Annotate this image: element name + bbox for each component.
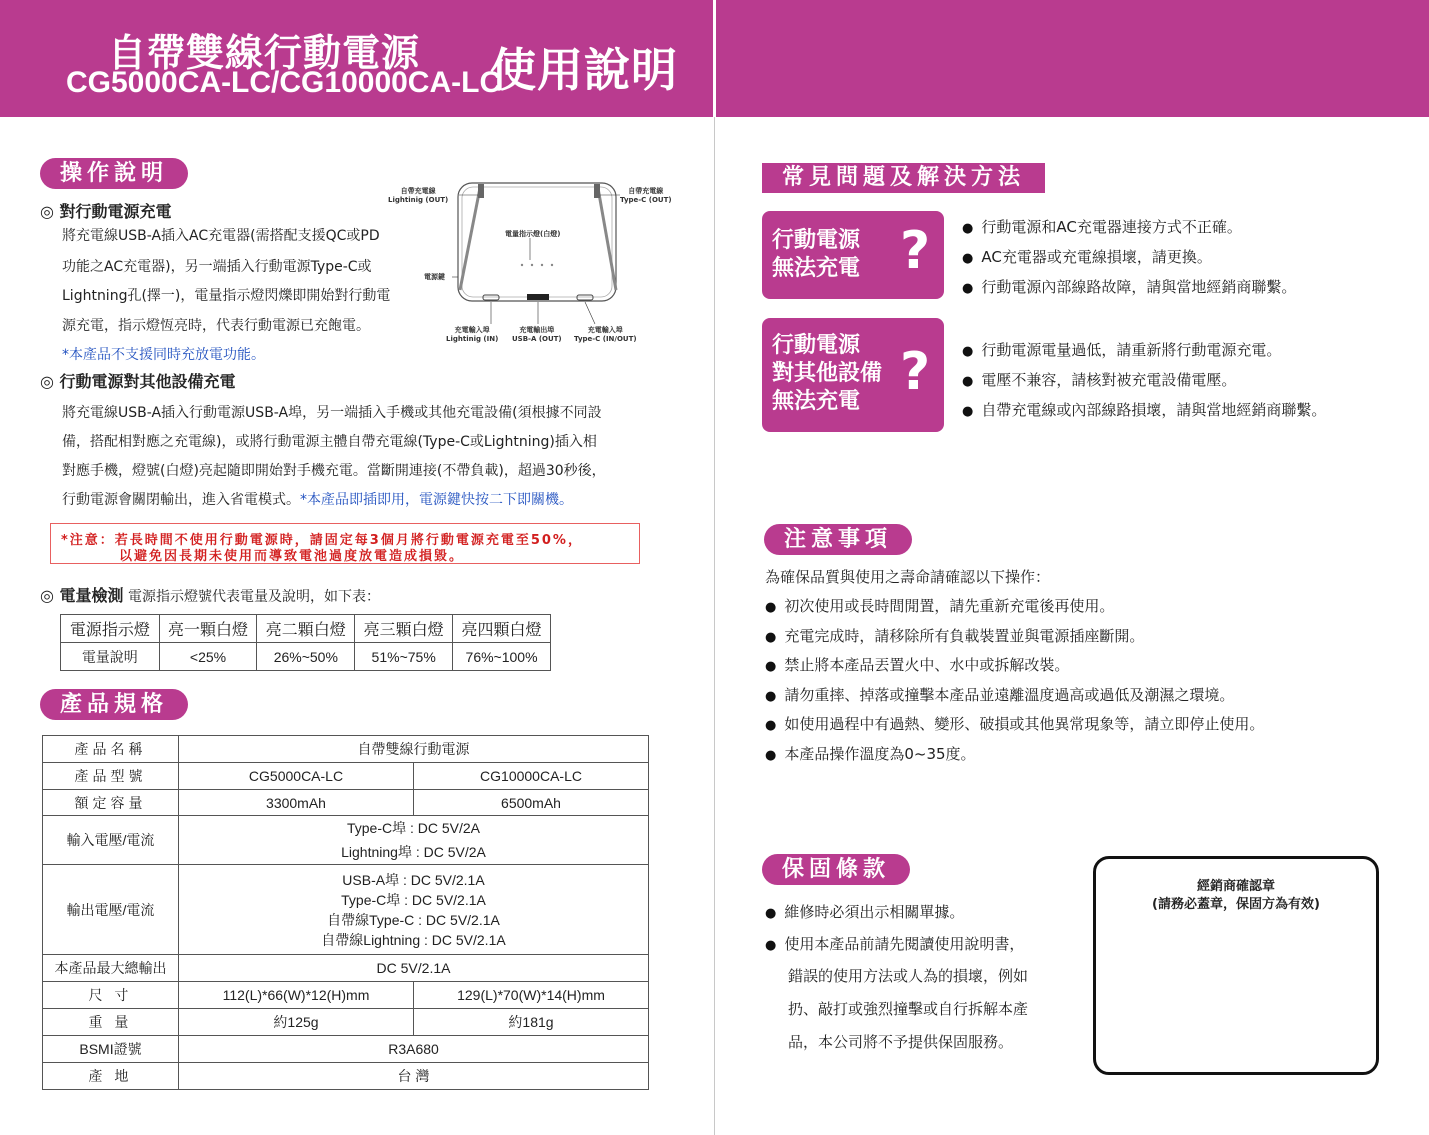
header-band-right <box>716 0 1429 117</box>
dealer-stamp-box <box>1093 856 1379 1075</box>
level-check-desc: 電源指示燈號代表電量及說明，如下表： <box>128 589 380 605</box>
faq-answer: ● 自帶充電線或內部線路損壞，請與當地經銷商聯繫。 <box>962 399 1326 420</box>
indicator-leds <box>521 264 553 266</box>
question-mark-icon: ? <box>900 342 931 402</box>
warranty-item-cont: 扔、敲打或強烈撞擊或自行拆解本產 <box>788 1000 1029 1018</box>
faq-answer: ● 行動電源電量過低，請重新將行動電源充電。 <box>962 339 1281 360</box>
level-check-title: ◎ 電量檢測 <box>40 586 124 605</box>
charge-other-line: 將充電線USB-A插入行動電源USB-A埠，另一端插入手機或其他充電設備(須根據不同設 <box>62 405 602 421</box>
usb-a-port <box>527 294 549 300</box>
table-cell: <25% <box>159 643 257 671</box>
label-usba-out: 充電輸出埠 USB-A (OUT) <box>512 326 562 343</box>
spec-value: 6500mAh <box>414 790 649 816</box>
spec-value: 約181g <box>414 1009 649 1036</box>
notes-item: ● 初次使用或長時間閒置，請先重新充電後再使用。 <box>765 595 1114 616</box>
notes-item: ● 本產品操作溫度為0~35度。 <box>765 743 976 764</box>
label-lightning-in: 充電輸入埠 Lightinig (IN) <box>446 326 499 343</box>
faq-answer: ● 電壓不兼容，請核對被充電設備電壓。 <box>962 369 1236 390</box>
charge-self-line: 功能之AC充電器)，另一端插入行動電源Type-C或 <box>62 259 372 275</box>
table-row <box>43 790 649 816</box>
table-row <box>61 643 551 671</box>
table-cell: 亮一顆白燈 <box>159 615 257 643</box>
table-cell: 電量說明 <box>61 643 160 671</box>
table-row <box>61 615 551 643</box>
question-mark-icon: ? <box>900 221 931 281</box>
faq-question-text: 行動電源 對其他設備 無法充電 <box>772 333 883 414</box>
spec-value: R3A680 <box>179 1036 649 1063</box>
table-cell: 26%~50% <box>257 643 355 671</box>
faq-answer: ● 行動電源內部線路故障，請與當地經銷商聯繫。 <box>962 276 1296 297</box>
label-indicator: 電量指示燈(白燈) <box>505 230 561 238</box>
warranty-item: ● 維修時必須出示相關單據。 <box>765 901 964 922</box>
table-row <box>43 1036 649 1063</box>
stamp-title: 經銷商確認章 <box>1196 879 1275 894</box>
spec-value: 129(L)*70(W)*14(H)mm <box>414 982 649 1009</box>
table-cell: 亮二顆白燈 <box>257 615 355 643</box>
operation-heading: 操作說明 <box>40 158 188 189</box>
typec-in-port <box>577 295 593 300</box>
faq-question-1 <box>762 211 944 299</box>
faq-answer: ● 行動電源和AC充電器連接方式不正確。 <box>962 216 1242 237</box>
battery-level-table <box>60 614 551 671</box>
warranty-item-cont: 品，本公司將不予提供保固服務。 <box>788 1033 1014 1051</box>
label-typec-out: 自帶充電線 Type-C (OUT) <box>620 187 672 204</box>
table-row <box>43 736 649 763</box>
charge-other-line: 備，搭配相對應之充電線)，或將行動電源主體自帶充電線(Type-C或Lightning)插入相 <box>62 434 597 450</box>
table-row <box>43 1009 649 1036</box>
faq-question-2 <box>762 318 944 432</box>
table-cell: 76%~100% <box>453 643 551 671</box>
product-title: 自帶雙線行動電源 <box>108 31 421 75</box>
stamp-note: (請務必蓋章，保固方為有效) <box>1152 897 1320 912</box>
charge-self-line: 源充電，指示燈恆亮時，代表行動電源已充飽電。 <box>62 318 370 334</box>
faq-heading: 常見問題及解決方法 <box>762 163 1045 193</box>
spec-label: 本產品最大總輸出 <box>43 955 179 982</box>
notice-line: *注意：若長時間不使用行動電源時，請固定每3個月將行動電源充電至50%， <box>61 533 583 548</box>
table-cell: 亮四顆白燈 <box>453 615 551 643</box>
charge-self-line: 將充電線USB-A插入AC充電器(需搭配支援QC或PD <box>62 228 380 244</box>
manual-title: 使用說明 <box>490 43 678 97</box>
table-row <box>43 982 649 1009</box>
spec-label: 輸入電壓/電流 <box>43 816 179 865</box>
lightning-in-port <box>483 295 499 300</box>
notice-box <box>50 523 640 564</box>
label-typec-in: 充電輸入埠 Type-C (IN/OUT) <box>574 326 637 343</box>
notes-item: ● 充電完成時，請移除所有負載裝置並與電源插座斷開。 <box>765 625 1144 646</box>
spec-value: 台 灣 <box>179 1063 649 1090</box>
power-bank-diagram <box>380 180 700 350</box>
spec-value: 自帶雙線行動電源 <box>179 736 649 763</box>
power-bank-body <box>458 183 616 301</box>
spec-value: DC 5V/2.1A <box>179 955 649 982</box>
notice-line: 以避免因長期未使用而導致電池過度放電造成損毀。 <box>119 549 465 564</box>
spec-label: 產 地 <box>43 1063 179 1090</box>
spec-label: 額定容量 <box>43 790 179 816</box>
spec-table <box>42 735 649 1090</box>
spec-value: 3300mAh <box>179 790 414 816</box>
table-row <box>43 955 649 982</box>
spec-label: 輸出電壓/電流 <box>43 865 179 955</box>
spec-label: 產品名稱 <box>43 736 179 763</box>
charge-self-title: ◎ 對行動電源充電 <box>40 202 172 221</box>
label-power-key: 電源鍵 <box>424 273 445 281</box>
charge-self-line: Lightning孔(擇一)，電量指示燈閃爍即開始對行動電 <box>62 288 391 304</box>
plug-and-play-note: *本產品即插即用，電源鍵快按二下即關機。 <box>300 492 573 508</box>
notes-item: ● 禁止將本產品丟置火中、水中或拆解改裝。 <box>765 654 1069 675</box>
table-row <box>43 865 649 955</box>
spec-label: BSMI證號 <box>43 1036 179 1063</box>
table-row <box>43 816 649 865</box>
table-cell: 電源指示燈 <box>61 615 160 643</box>
faq-answer: ● AC充電器或充電線損壞，請更換。 <box>962 246 1212 267</box>
no-passthrough-note: *本產品不支援同時充放電功能。 <box>62 347 265 363</box>
spec-heading: 產品規格 <box>40 689 188 720</box>
spec-value: 約125g <box>179 1009 414 1036</box>
charge-other-title: ◎ 行動電源對其他設備充電 <box>40 372 236 391</box>
model-number: CG5000CA-LC/CG10000CA-LC <box>66 66 502 99</box>
notes-item: ● 請勿重摔、掉落或撞擊本產品並遠離溫度過高或過低及潮濕之環境。 <box>765 684 1234 705</box>
level-check <box>40 583 380 606</box>
lightning-cable <box>460 188 480 290</box>
table-row <box>43 1063 649 1090</box>
faq-question-text: 行動電源 無法充電 <box>772 228 861 281</box>
charge-other-last-line <box>62 489 573 509</box>
label-lightning-out: 自帶充電線 Lightinig (OUT) <box>388 187 449 204</box>
spec-value: CG5000CA-LC <box>179 763 414 790</box>
typec-cable <box>598 188 616 290</box>
auto-off-text: 行動電源會關閉輸出，進入省電模式。 <box>62 492 300 508</box>
spec-value: USB-A埠 : DC 5V/2.1A Type-C埠 : DC 5V/2.1A 自帶線Type-C : DC 5V/2.1A 自帶線Lightning : DC 5V/2.1A <box>179 865 649 955</box>
page-divider <box>714 117 715 1135</box>
notes-intro: 為確保品質與使用之壽命請確認以下操作： <box>765 568 1051 586</box>
table-cell: 51%~75% <box>355 643 453 671</box>
warranty-heading: 保固條款 <box>762 854 910 885</box>
notes-item: ● 如使用過程中有過熱、變形、破損或其他異常現象等，請立即停止使用。 <box>765 713 1264 734</box>
table-cell: 亮三顆白燈 <box>355 615 453 643</box>
spec-label: 尺 寸 <box>43 982 179 1009</box>
table-row <box>43 763 649 790</box>
spec-value: Type-C埠 : DC 5V/2A Lightning埠 : DC 5V/2A <box>179 816 649 865</box>
notes-heading: 注意事項 <box>764 524 912 555</box>
spec-label: 重 量 <box>43 1009 179 1036</box>
charge-other-line: 對應手機，燈號(白燈)亮起隨即開始對手機充電。當斷開連接(不帶負載)，超過30秒後， <box>62 463 606 479</box>
warranty-item-cont: 錯誤的使用方法或人為的損壞，例如 <box>788 967 1029 985</box>
spec-value: 112(L)*66(W)*12(H)mm <box>179 982 414 1009</box>
spec-label: 產品型號 <box>43 763 179 790</box>
warranty-item: ● 使用本產品前請先閱讀使用說明書， <box>765 933 1024 954</box>
spec-value: CG10000CA-LC <box>414 763 649 790</box>
